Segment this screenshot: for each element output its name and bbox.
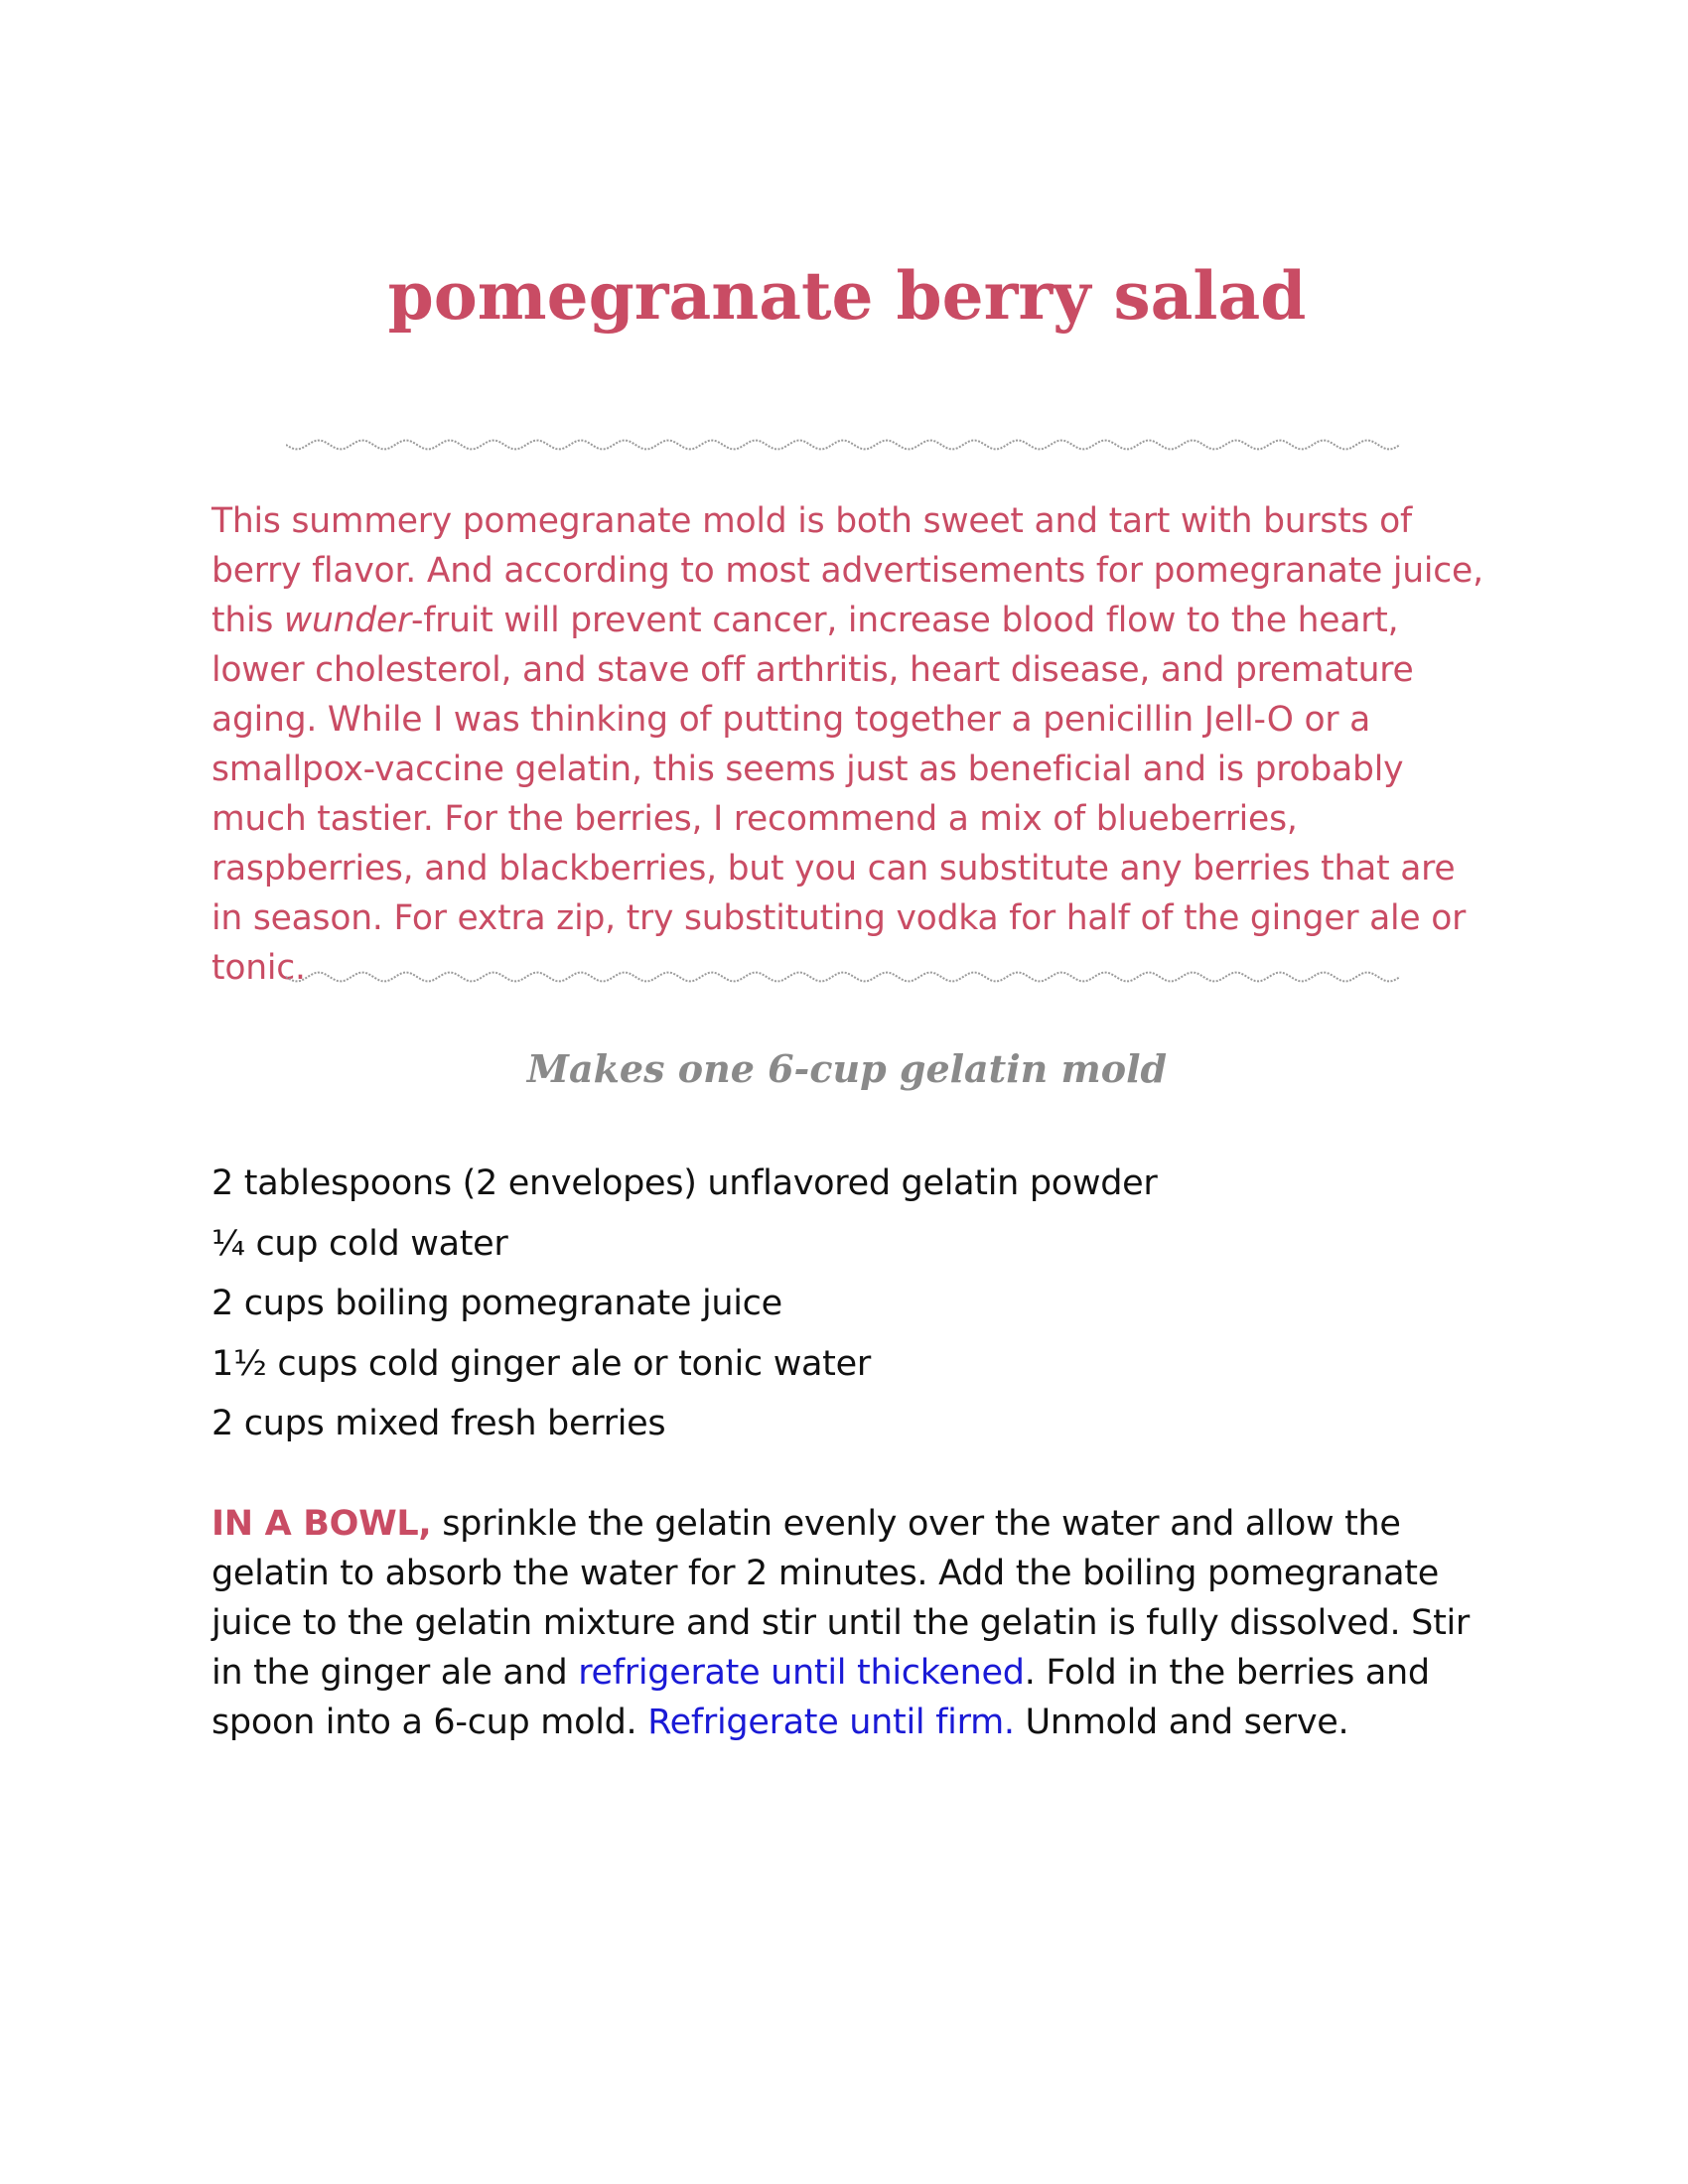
method-lead: IN A BOWL, [211, 1504, 432, 1544]
intro-emphasis: wunder [283, 601, 411, 640]
wavy-divider-bottom [286, 969, 1400, 985]
link-refrigerate-until-thickened[interactable]: refrigerate until thickened [578, 1653, 1025, 1693]
method-text-2: . Fold in the berries and spoon into a 6-cup mold. [211, 1653, 1430, 1742]
wavy-divider-top [286, 437, 1400, 453]
ingredient-item: 1½ cups cold ginger ale or tonic water [211, 1343, 871, 1384]
intro-text-part1: This summery pomegranate mold is both sweet and tart with bursts of berry flavor. And according to most advertisements for pomegranate juice, this [211, 501, 1483, 640]
ingredient-item: 2 cups mixed fresh berries [211, 1404, 666, 1443]
recipe-method [211, 1499, 1502, 1747]
recipe-yield: Makes one 6-cup gelatin mold [526, 1046, 1168, 1091]
ingredient-item: 2 cups boiling pomegranate juice [211, 1284, 782, 1323]
ingredient-item: 2 tablespoons (2 envelopes) unflavored gelatin powder [211, 1163, 1158, 1203]
recipe-title: pomegranate berry salad [387, 257, 1307, 335]
link-refrigerate-until-firm[interactable]: Refrigerate until firm. [647, 1703, 1015, 1742]
intro-text-part2: -fruit will prevent cancer, increase blood flow to the heart, lower cholesterol, and stave off arthritis, heart disease, and premature aging. While I was thinking of putting together a penicillin Jell-O or a smallpox-vaccine gelatin, this seems just as beneficial and is probably much tastier. For the berries, I recommend a mix of blueberries, raspberries, and blackberries, but you can substitute any berries that are in season. For extra zip, try substituting vodka for half of the ginger ale or tonic. [211, 601, 1467, 988]
ingredient-list [211, 1154, 1492, 1454]
ingredient-item: ¼ cup cold water [211, 1223, 508, 1264]
method-text-1: sprinkle the gelatin evenly over the water and allow the gelatin to absorb the water for 2 minutes. Add the boiling pomegranate juice to the gelatin mixture and stir until the gelatin is fully dissolved. Stir in the ginger ale and [211, 1504, 1471, 1693]
method-text-3: Unmold and serve. [1014, 1703, 1349, 1742]
recipe-intro [211, 496, 1492, 993]
